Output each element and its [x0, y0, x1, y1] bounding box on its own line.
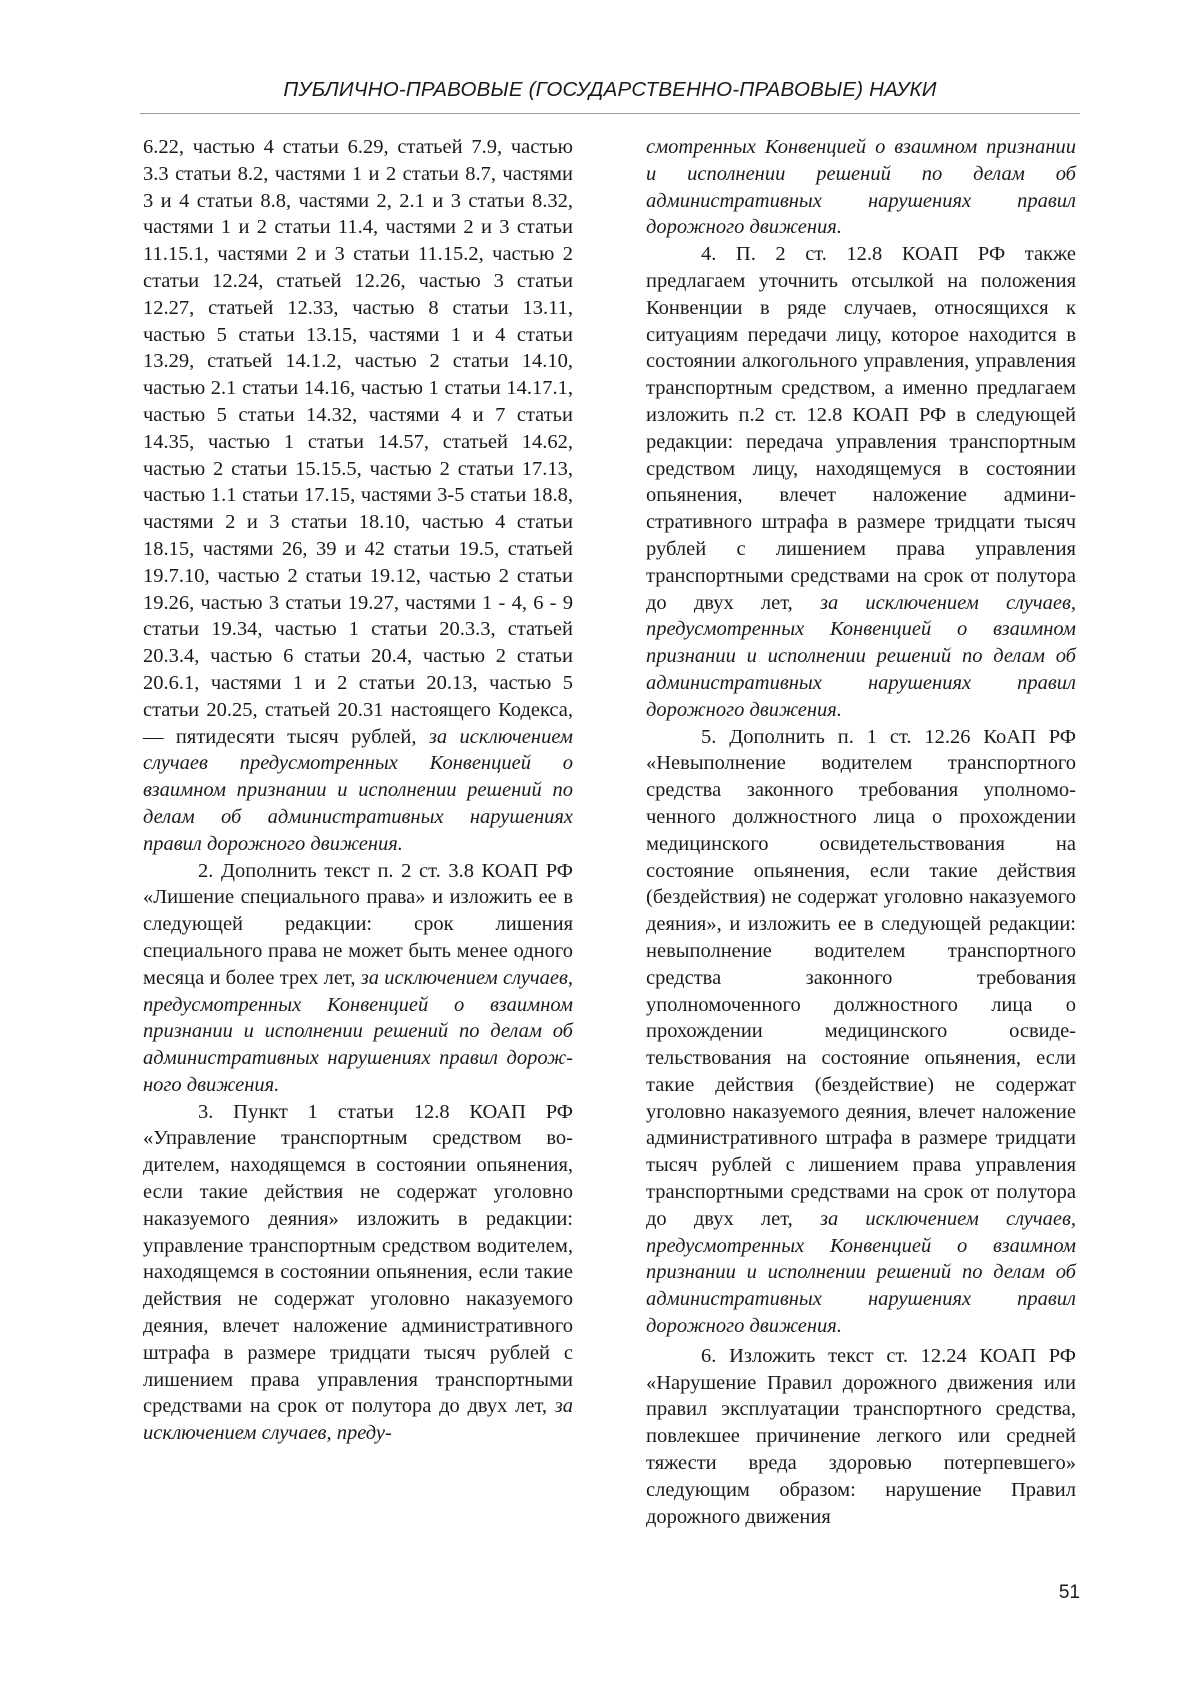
paragraph-emphasis: смотренных Конвенцией о взаимном признании и исполнении решений по делам об административных нарушениях правил дорожного движения. — [646, 136, 1076, 239]
page-number: 51 — [1058, 1582, 1080, 1603]
paragraph-text: 2. Дополнить текст п. 2 ст. 3.8 КОАП РФ «Лишение специального права» и изложить ее в следующей редакции: срок лишения специального права не может быть менее одного месяца и более трех лет, — [143, 859, 573, 989]
paragraph — [646, 241, 1076, 723]
paragraph — [143, 1099, 573, 1447]
left-column — [143, 134, 573, 1447]
paragraph-text: 5. Дополнить п. 1 ст. 12.26 КоАП РФ «Невыполнение водителем транспортного средства законного требования уполномоченного должностного лица о прохождении медицинского освидетельствования на состояние опьянения, если такие действия (бездействия) не содержат уголовно наказуемого деяния», и изложить ее в следующей редакции: невыполнение водителем транспортного средства законного требования уполномоченного должностного лица о прохождении медицинского освидетельствования на состояние опьянения, если такие действия (бездействие) не содержат уголовно наказуемого деяния, влечет наложение административного штрафа в размере тридцати тысяч рублей с лишением права управления транспортными средствами на срок от полутора до двух лет, — [646, 725, 1076, 1230]
header-divider — [140, 113, 1080, 114]
paragraph-emphasis: за исключением случаев, предусмотренных Конвенцией о взаимном признании и исполнении решений по делам об административных нарушениях правил дорожного движения. — [143, 966, 573, 1096]
paragraph-emphasis: за исключением случаев предусмотренных Конвенцией о взаимном признании и исполнении решений по делам об административных нарушениях правил дорожного движения. — [143, 725, 573, 855]
paragraph — [646, 724, 1076, 1340]
paragraph — [646, 134, 1076, 241]
paragraph-emphasis: за исключением случаев, предусмотренных Конвенцией о взаимном признании и исполнении решений по делам об административных нарушениях правил дорожного движения. — [646, 1207, 1076, 1338]
paragraph-text: 4. П. 2 ст. 12.8 КОАП РФ также предлагаем уточнить отсылкой на положения Конвенции в ряде случаев, относящихся к ситуациям передачи лицу, которое находится в состоянии алкогольного управления, управления транспортным средством, а именно предлагаем изложить п.2 ст. 12.8 КОАП РФ в следующей редакции: передача управления транспортным средством лицу, находящемуся в состоянии опьянения, влечет наложение административного штрафа в размере тридцати тысяч рублей с лишением права управления транспортными средствами на срок от полутора до двух лет, — [646, 243, 1076, 614]
paragraph — [143, 858, 573, 1099]
right-column — [646, 134, 1076, 1530]
paragraph-emphasis: за исключением случаев, преду- — [143, 1395, 573, 1445]
paragraph-text: 3. Пункт 1 статьи 12.8 КОАП РФ «Управление транспортным средством водителем, находящемся в состоянии опьянения, если такие действия не содержат уголовно наказуемого деяния» изложить в редакции: управление транспортным средством водителем, находящемся в состоянии опьянения, если такие действия не содержат уголовно наказуемого деяния, влечет наложение административного штрафа в размере тридцати тысяч рублей с лишением права управления транспортными средствами на срок от полутора до двух лет, — [143, 1100, 573, 1418]
paragraph-emphasis: за исключением случаев, предусмотренных Конвенцией о взаимном признании и исполнении решений по делам об административных нарушениях правил дорожного движения. — [646, 591, 1076, 721]
running-header: ПУБЛИЧНО-ПРАВОВЫЕ (ГОСУДАРСТВЕННО-ПРАВОВЫЕ) НАУКИ — [283, 78, 937, 101]
paragraph-text: 6. Изложить текст ст. 12.24 КОАП РФ «Нарушение Правил дорожного движения или правил эксплуатации транспортного средства, повлекшее причинение легкого или средней тяжести вреда здоровью потерпевшего» следующим образом: нарушение Правил дорожного движения — [646, 1344, 1076, 1528]
paragraph — [646, 1343, 1076, 1531]
paragraph-text: 6.22, частью 4 статьи 6.29, статьей 7.9, частью 3.3 статьи 8.2, частями 1 и 2 статьи 8.7, частями 3 и 4 статьи 8.8, частями 2, 2.1 и 3 статьи 8.32, частями 1 и 2 статьи 11.4, частями 2 и 3 статьи 11.15.1, частями 2 и 3 статьи 11.15.2, частью 2 статьи 12.24, статьей 12.26, частью 3 статьи 12.27, статьей 12.33, частью 8 статьи 13.11, частью 5 статьи 13.15, частями 1 и 4 статьи 13.29, статьей 14.1.2, частью 2 статьи 14.10, частью 2.1 статьи 14.16, частью 1 статьи 14.17.1, частью 5 статьи 14.32, частями 4 и 7 статьи 14.35, частью 1 статьи 14.57, статьей 14.62, частью 2 статьи 15.15.5, частью 2 статьи 17.13, частью 1.1 статьи 17.15, частями 3-5 статьи 18.8, частями 2 и 3 статьи 18.10, частью 4 статьи 18.15, частями 26, 39 и 42 статьи 19.5, статьей 19.7.10, частью 2 статьи 19.12, частью 2 статьи 19.26, частью 3 статьи 19.27, частями 1 - 4, 6 - 9 статьи 19.34, частью 1 статьи 20.3.3, статьей 20.3.4, частью 6 статьи 20.4, частью 2 статьи 20.6.1, частями 1 и 2 статьи 20.13, частью 5 статьи 20.25, статьей 20.31 настоящего Кодекса, — пятидесяти тысяч рублей, — [143, 136, 573, 748]
paragraph — [143, 134, 573, 858]
